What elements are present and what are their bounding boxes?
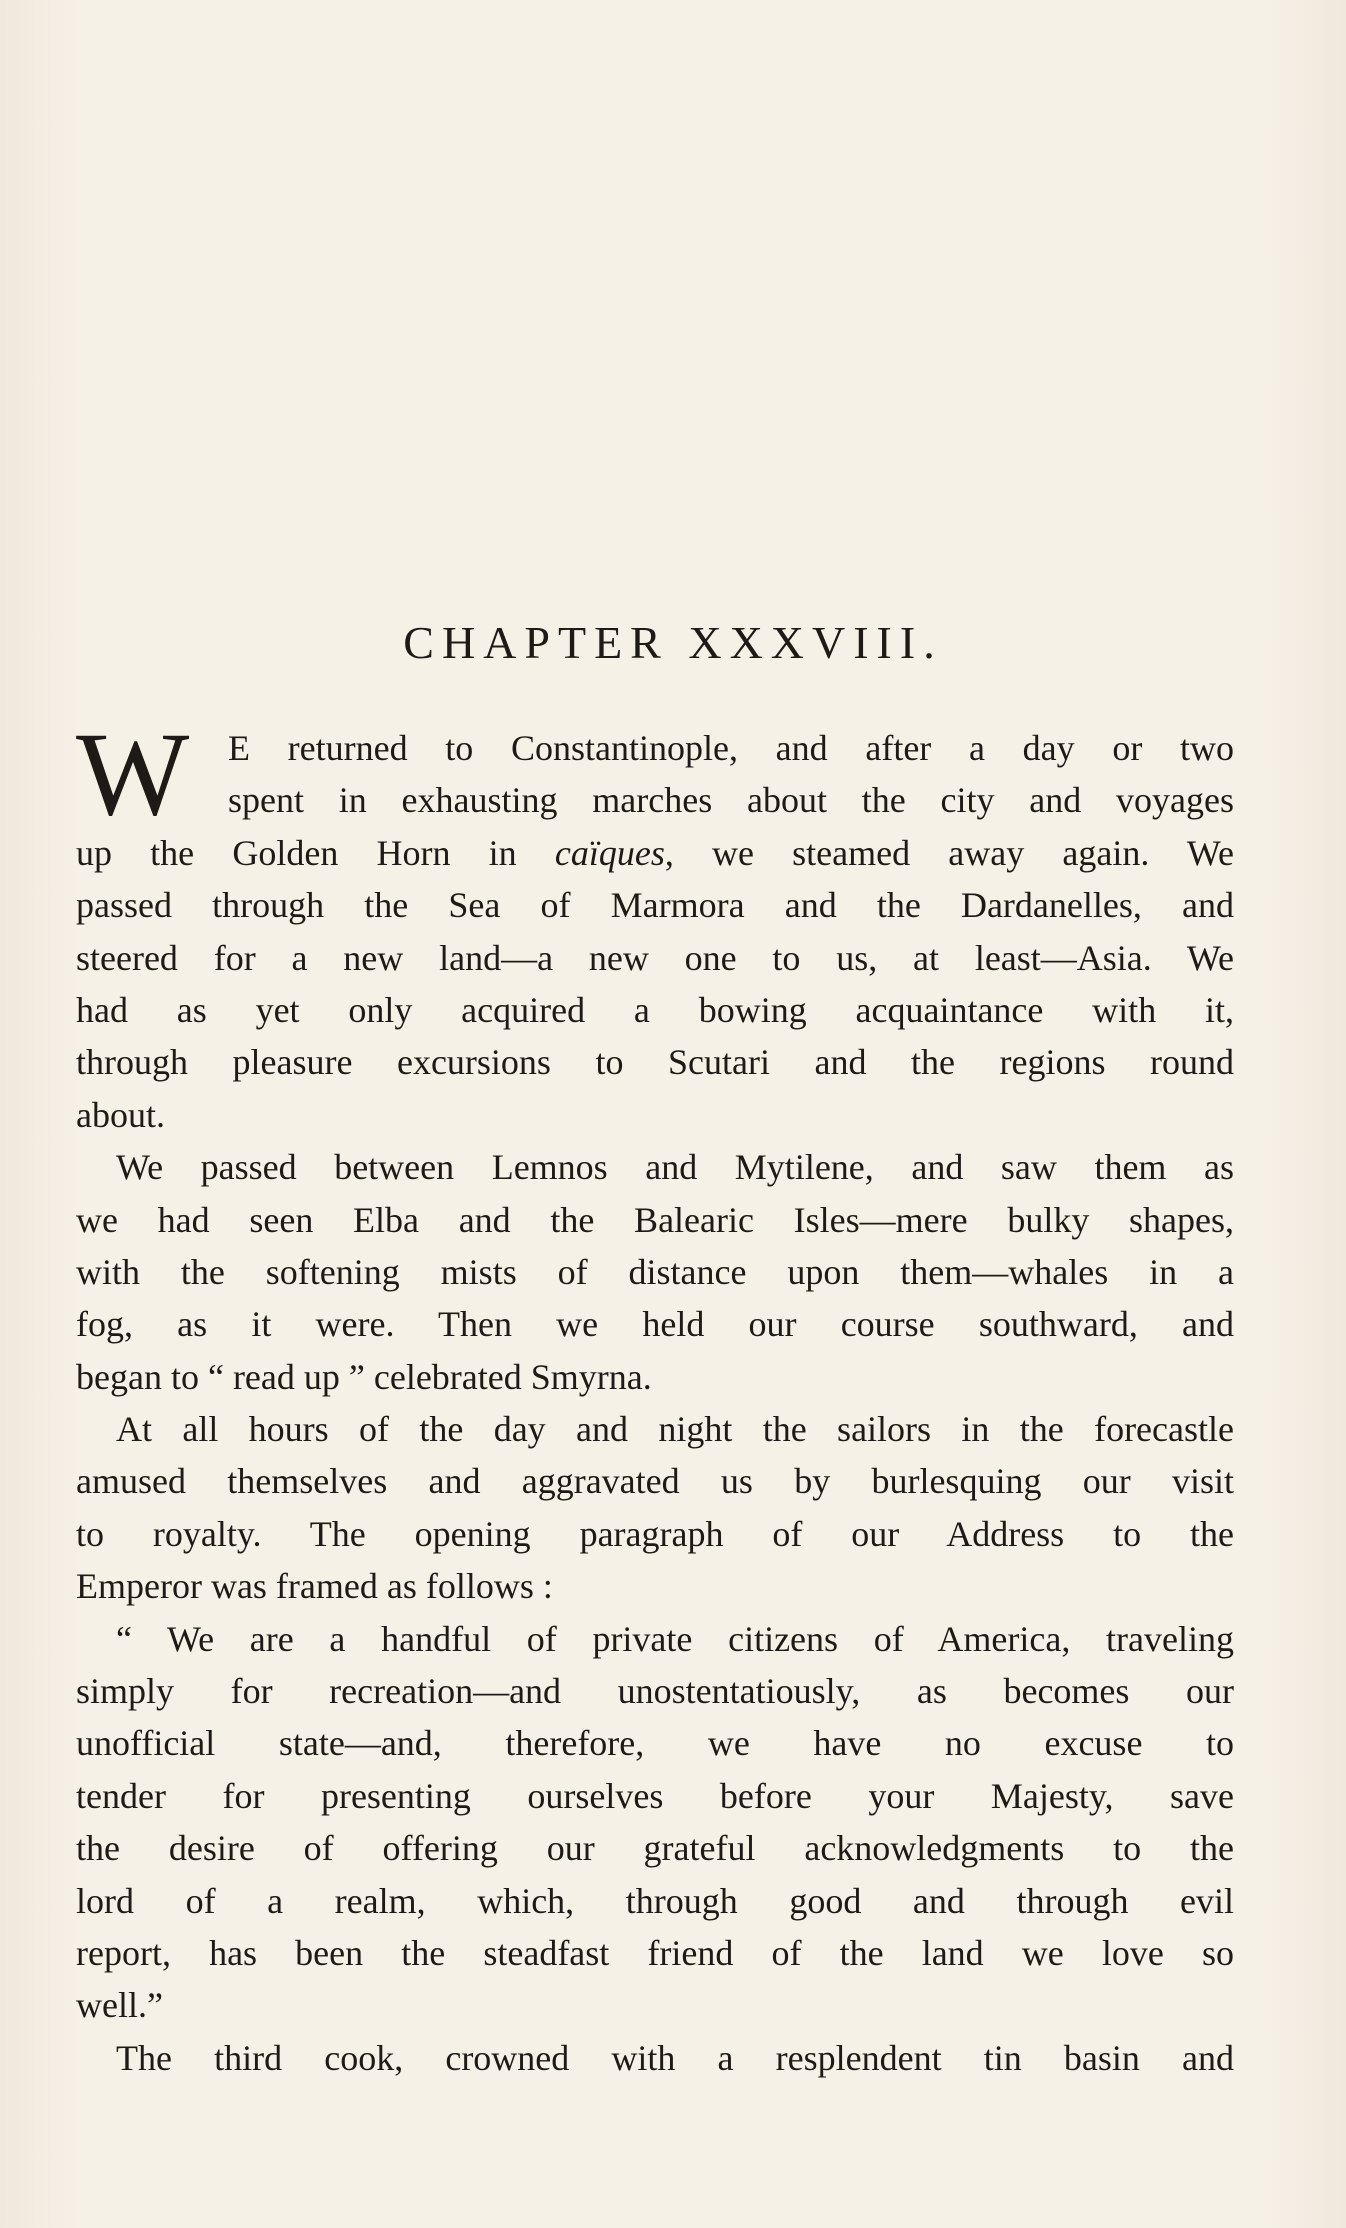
text-line: spent in exhausting marches about the city and voyages xyxy=(228,780,1234,821)
text-line: lord of a realm, which, through good and through evil xyxy=(76,1880,1234,1921)
text-line: tender for presenting ourselves before your Majesty, save xyxy=(76,1775,1234,1816)
text-line: steered for a new land—a new one to us, at least—Asia. We xyxy=(76,937,1234,978)
text-line: simply for recreation—and unostentatiously, as becomes our xyxy=(76,1671,1234,1712)
text-line: E returned to Constantinople, and after a day or two xyxy=(228,728,1234,768)
drop-cap-letter: W xyxy=(76,707,190,840)
text-line: to royalty. The opening paragraph of our Address to the xyxy=(76,1513,1234,1554)
text-line: well.” xyxy=(76,1985,163,2026)
text-line: unofficial state—and, therefore, we have no excuse to xyxy=(76,1723,1234,1764)
text-line: “ We are a handful of private citizens of America, traveling xyxy=(116,1618,1234,1659)
text-line: began to “ read up ” celebrated Smyrna. xyxy=(76,1356,652,1397)
text-line xyxy=(76,827,1234,879)
text-line: At all hours of the day and night the sailors in the forecastle xyxy=(116,1409,1234,1450)
text-segment: up the Golden Horn in xyxy=(76,832,555,873)
text-line: with the softening mists of distance upon them—whales in a xyxy=(76,1251,1234,1292)
text-line: through pleasure excursions to Scutari and the regions round xyxy=(76,1042,1234,1083)
chapter-title: CHAPTER XXXVIII. xyxy=(403,616,943,668)
text-line: Emperor was framed as follows : xyxy=(76,1566,553,1607)
body-text xyxy=(76,707,1234,2084)
text-line: passed through the Sea of Marmora and the Dardanelles, and xyxy=(76,885,1234,926)
text-line: we had seen Elba and the Balearic Isles—mere bulky shapes, xyxy=(76,1199,1234,1240)
text-line: the desire of offering our grateful acknowledgments to the xyxy=(76,1828,1234,1869)
text-line: about. xyxy=(76,1094,165,1135)
text-line: amused themselves and aggravated us by burlesquing our visit xyxy=(76,1461,1234,1502)
text-line: had as yet only acquired a bowing acquaintance with it, xyxy=(76,989,1234,1030)
text-line: The third cook, crowned with a resplendent tin basin and xyxy=(116,2037,1234,2078)
text-segment: , we steamed away again. We xyxy=(664,832,1234,873)
text-line: fog, as it were. Then we held our course southward, and xyxy=(76,1304,1234,1345)
italic-word: caïques xyxy=(554,832,665,873)
text-line: We passed between Lemnos and Mytilene, and saw them as xyxy=(116,1147,1234,1188)
text-line: report, has been the steadfast friend of the land we love so xyxy=(76,1932,1234,1973)
